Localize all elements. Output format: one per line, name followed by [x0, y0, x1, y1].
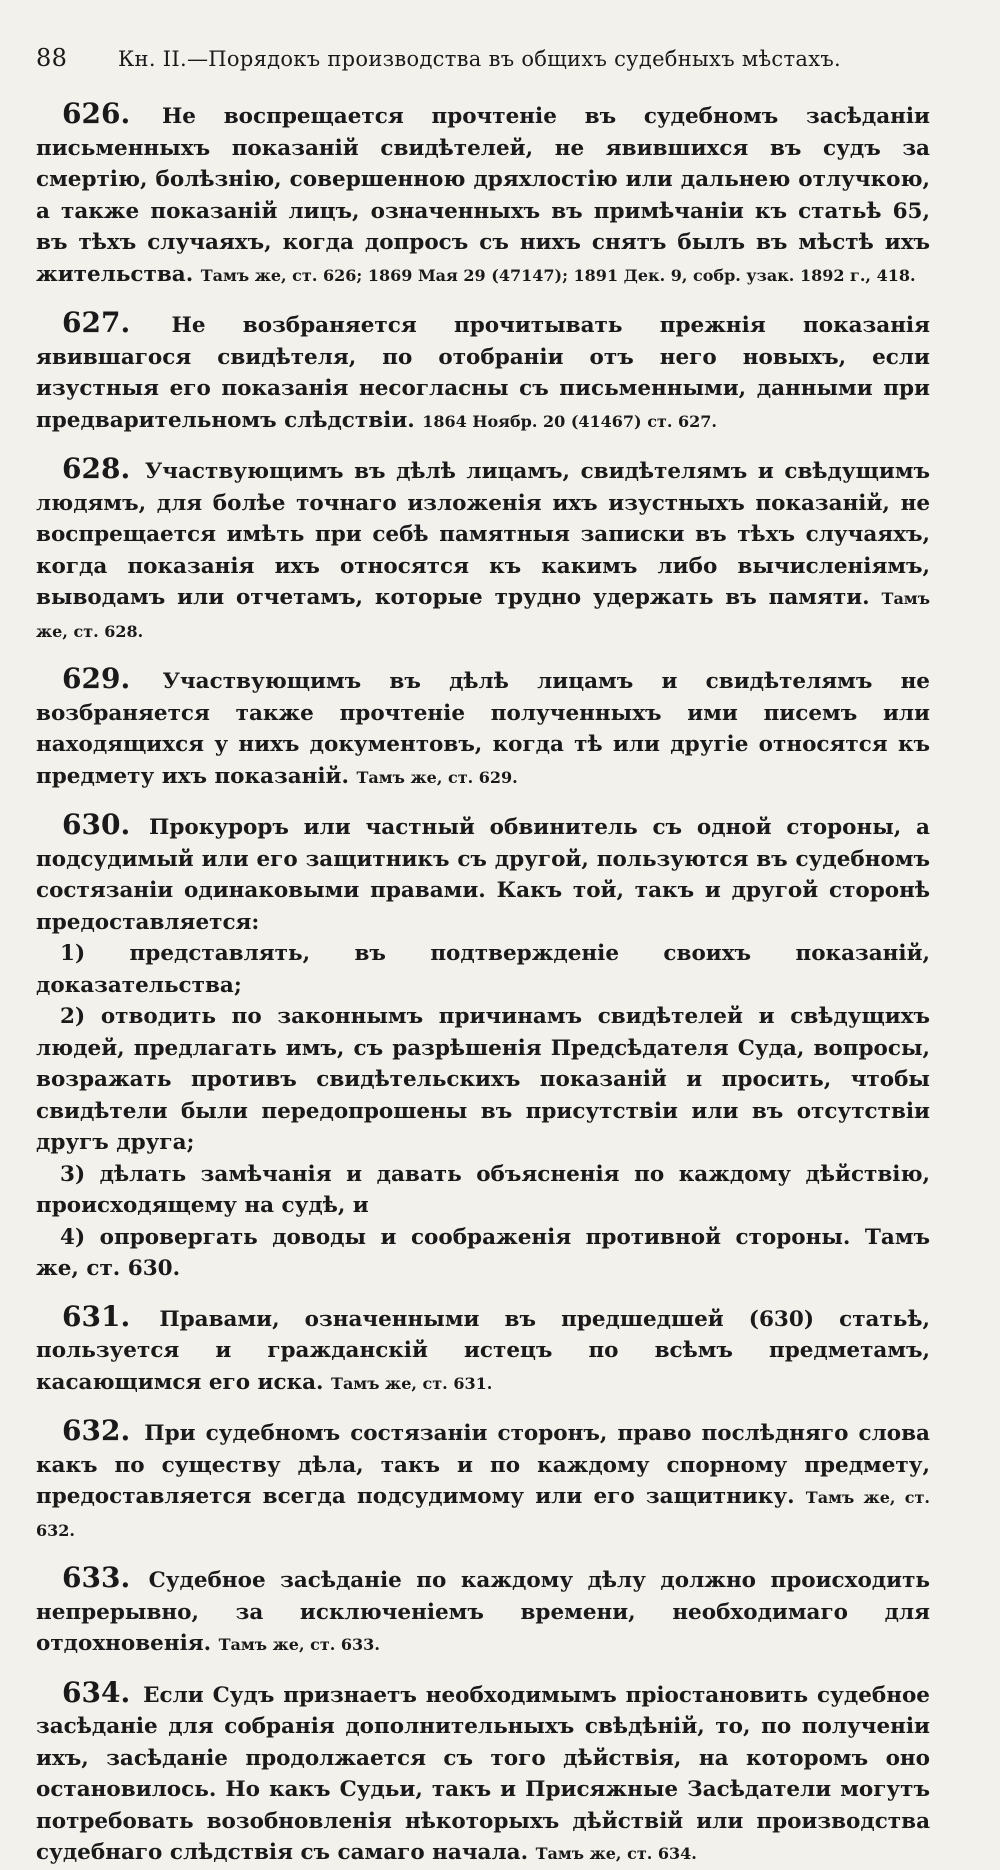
- article-number: 630.: [62, 808, 131, 841]
- article-reference: Тамъ же, ст. 634.: [535, 1844, 697, 1863]
- page-number: 88: [36, 44, 68, 72]
- article-reference: 1864 Ноябр. 20 (41467) ст. 627.: [422, 411, 717, 431]
- article-reference: Тамъ же, ст. 626; 1869 Мая 29 (47147); 1891 Дек. 9, собр. узак. 1892 г., 418.: [200, 265, 916, 285]
- article-reference: Тамъ же, ст. 628.: [36, 589, 930, 641]
- article-number: 627.: [62, 306, 131, 339]
- article-text: Участвующимъ въ дѣлѣ лицамъ и свидѣтелямъ не возбраняется также прочтеніе полученныхъ ими писемъ или находящихся у нихъ документовъ, когда тѣ или другіе относятся къ предмету ихъ показаній.: [36, 669, 930, 789]
- article-628: [36, 453, 930, 647]
- article-629: [36, 663, 930, 793]
- article-text: При судебномъ состязаніи сторонъ, право послѣдняго слова какъ по существу дѣла, такъ и по каждому спорному предмету, предоставляется всегда подсудимому или его защитнику.: [36, 1421, 930, 1509]
- article-626: [36, 98, 930, 291]
- list-item-last: [36, 1222, 930, 1285]
- article-reference: Тамъ же, ст. 632.: [36, 1488, 930, 1540]
- article-627: [36, 307, 930, 437]
- article-number: 629.: [62, 662, 131, 695]
- article-reference: Тамъ же, ст. 629.: [356, 767, 518, 787]
- article-text: Судебное засѣданіе по каждому дѣлу должно происходить непрерывно, за исключеніемъ времени, необходимаго для отдохновенія.: [36, 1568, 930, 1656]
- article-number: 632.: [62, 1414, 131, 1447]
- article-reference: Тамъ же, ст. 630.: [36, 1224, 930, 1281]
- article-632: [36, 1415, 930, 1546]
- list-item-text: 4) опровергать доводы и соображенія противной стороны.: [60, 1224, 851, 1250]
- list-item: 1) представлять, въ подтвержденіе своихъ показаній, доказательства;: [36, 941, 930, 998]
- article-number: 626.: [62, 97, 131, 130]
- article-text: Не воспрещается прочтеніе въ судебномъ засѣданіи письменныхъ показаній свидѣтелей, не явившихся въ судъ за смертію, болѣзнію, совершенною дряхлостію или дальнею отлучкою, а также показаній лицъ, означенныхъ въ примѣчаніи къ статьѣ 65, въ тѣхъ случаяхъ, когда допросъ съ нихъ снятъ былъ въ мѣстѣ ихъ жительства.: [36, 104, 930, 287]
- article-reference: Тамъ же, ст. 633.: [218, 1635, 380, 1654]
- page-header: [36, 44, 930, 72]
- article-text: Не возбраняется прочитывать прежнія показанія явившагося свидѣтеля, по отобраніи отъ него новыхъ, если изустныя его показанія несогласны съ письменными, данными при предварительномъ слѣдствіи.: [36, 313, 930, 433]
- article-631: [36, 1301, 930, 1400]
- article-number: 633.: [62, 1561, 131, 1594]
- article-630-intro: [36, 809, 930, 938]
- article-number: 628.: [62, 452, 131, 485]
- article-634: [36, 1677, 930, 1870]
- article-630: [36, 809, 930, 1285]
- article-text: Участвующимъ въ дѣлѣ лицамъ, свидѣтелямъ и свѣдущимъ людямъ, для болѣе точнаго изложенія ихъ изустныхъ показаній, не воспрещается имѣть при себѣ памятныя записки въ тѣхъ случаяхъ, когда показанія ихъ относятся къ какимъ либо вычисленіямъ, выводамъ или отчетамъ, которые трудно удержать въ памяти.: [36, 459, 930, 610]
- list-item: 3) дѣлать замѣчанія и давать объясненія по каждому дѣйствію, происходящему на судѣ, и: [36, 1161, 930, 1218]
- article-633: [36, 1562, 930, 1661]
- article-number: 631.: [62, 1299, 131, 1333]
- article-text: Если Судъ признаетъ необходимымъ пріостановить судебное засѣданіе для собранія дополнительныхъ свѣдѣній, то, по полученіи ихъ, засѣданіе продолжается съ того дѣйствія, на которомъ оно остановилось. Но какъ Судьи, такъ и Присяжные Засѣдатели могутъ потребовать возобновленія нѣкоторыхъ дѣйствій или производства судебнаго слѣдствія съ самаго начала.: [36, 1682, 930, 1865]
- article-text: Прокуроръ или частный обвинитель съ одной стороны, а подсудимый или его защитникъ съ другой, пользуются въ судебномъ состязаніи одинаковыми правами. Какъ той, такъ и другой сторонѣ предоставляется:: [36, 815, 930, 935]
- article-number: 634.: [62, 1675, 131, 1709]
- article-text: Правами, означенными въ предшедшей (630) статьѣ, пользуется и гражданскій истецъ по всѣмъ предметамъ, касающимся его иска.: [36, 1306, 930, 1395]
- running-title: Кн. II.—Порядокъ производства въ общихъ судебныхъ мѣстахъ.: [118, 47, 842, 71]
- article-reference: Тамъ же, ст. 631.: [331, 1373, 493, 1393]
- list-item: 2) отводить по законнымъ причинамъ свидѣтелей и свѣдущихъ людей, предлагать имъ, съ разрѣшенія Предсѣдателя Суда, вопросы, возражать противъ свидѣтельскихъ показаній и просить, чтобы свидѣтели были передопрошены въ присутствіи или въ отсутствіи другъ друга;: [36, 1004, 930, 1155]
